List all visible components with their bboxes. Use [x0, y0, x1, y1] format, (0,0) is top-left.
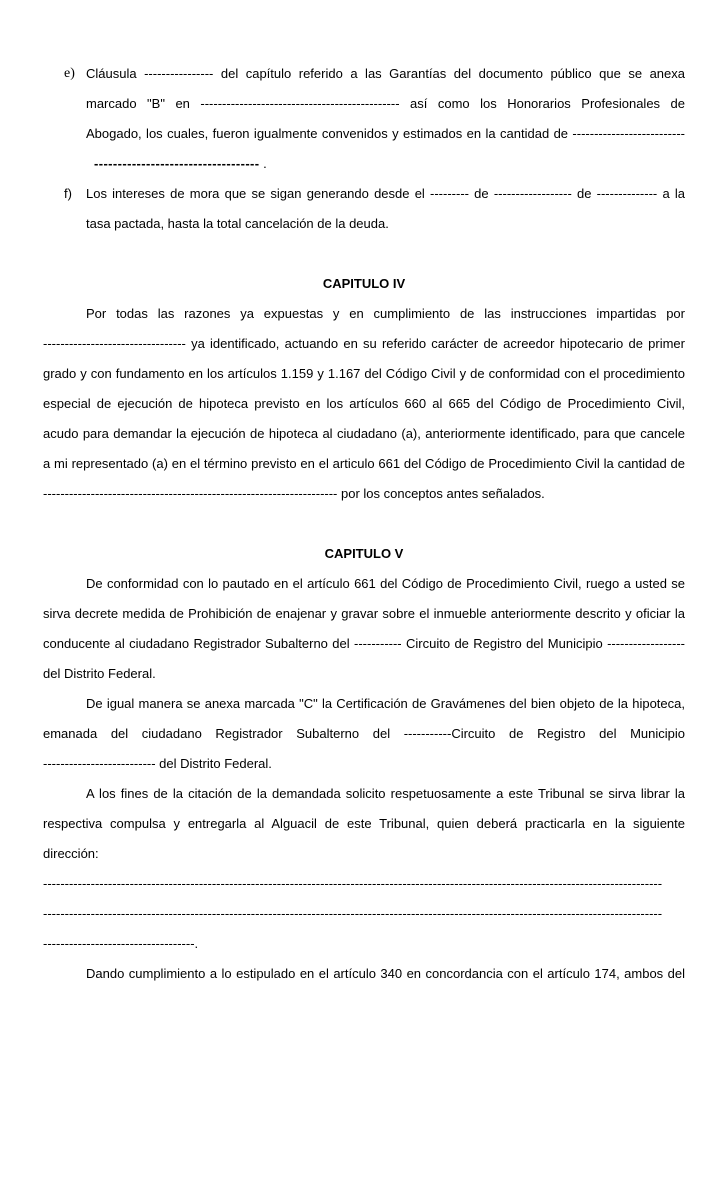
ch4-line-7: -------------------------------------------------------------------- por los conceptos antes señalados. — [43, 486, 545, 501]
ch5-line-3: conducente al ciudadano Registrador Subalterno del ----------- Circuito de Registro del Municipio ------------------ — [43, 636, 685, 651]
ch5-line-2: sirva decrete medida de Prohibición de enajenar y gravar sobre el inmueble anteriormente descrito y oficiar la — [43, 606, 685, 621]
chapter-5-title: CAPITULO V — [324, 546, 404, 561]
ch5-line-14: Dando cumplimiento a lo estipulado en el artículo 340 en concordancia con el artículo 174, ambos del — [86, 966, 685, 981]
ch4-line-5: acudo para demandar la ejecución de hipoteca al ciudadano (a), anteriormente identificado, para que cancele — [43, 426, 685, 441]
item-f-line-1: Los intereses de mora que se sigan generando desde el --------- de ------------------ de -------------- a la — [86, 186, 685, 201]
ch5-line-6: emanada del ciudadano Registrador Subalterno del -----------Circuito de Registro del Municipio — [43, 726, 685, 741]
ch5-line-10: dirección: — [43, 846, 99, 861]
chapter-4-title: CAPITULO IV — [322, 276, 406, 291]
ch5-line-8: A los fines de la citación de la demandada solicito respetuosamente a este Tribunal se sirva librar la — [86, 786, 685, 801]
ch4-line-2: --------------------------------- ya identificado, actuando en su referido carácter de acreedor hipotecario de primer — [43, 336, 685, 351]
address-blank-3: -----------------------------------. — [43, 936, 199, 951]
ch5-line-9: respectiva compulsa y entregarla al Alguacil de este Tribunal, quien deberá practicarla en la siguiente — [43, 816, 685, 831]
item-e-end: . — [259, 156, 267, 171]
address-blank-2: ----------------------------------------------------------------------------------------------------------------------------------------------- — [43, 906, 663, 921]
item-e-line-4 — [94, 156, 267, 172]
list-marker-f: f) — [64, 186, 72, 201]
amount-blank: ----------------------------------- — [94, 156, 260, 171]
list-marker-e: e) — [64, 66, 75, 81]
ch5-line-4: del Distrito Federal. — [43, 666, 156, 681]
item-e-line-3: Abogado, los cuales, fueron igualmente convenidos y estimados en la cantidad de -------------------------- — [86, 126, 685, 141]
ch5-line-1: De conformidad con lo pautado en el artículo 661 del Código de Procedimiento Civil, ruego a usted se — [86, 576, 685, 591]
item-e-line-1: Cláusula ---------------- del capítulo referido a las Garantías del documento público que se anexa — [86, 66, 685, 81]
ch4-line-3: grado y con fundamento en los artículos 1.159 y 1.167 del Código Civil y de conformidad con el procedimiento — [43, 366, 685, 381]
ch4-line-4: especial de ejecución de hipoteca previsto en los artículos 660 al 665 del Código de Procedimiento Civil, — [43, 396, 685, 411]
item-f-line-2: tasa pactada, hasta la total cancelación de la deuda. — [86, 216, 389, 231]
ch4-line-6: a mi representado (a) en el término previsto en el articulo 661 del Código de Procedimiento Civil la cantidad de — [43, 456, 685, 471]
address-blank-1: ----------------------------------------------------------------------------------------------------------------------------------------------- — [43, 876, 663, 891]
item-e-line-2: marcado "B" en ---------------------------------------------- así como los Honorarios Profesionales de — [86, 96, 685, 111]
ch4-line-1: Por todas las razones ya expuestas y en cumplimiento de las instrucciones impartidas por — [86, 306, 685, 321]
ch5-line-5: De igual manera se anexa marcada "C" la Certificación de Gravámenes del bien objeto de la hipoteca, — [86, 696, 685, 711]
ch5-line-7: -------------------------- del Distrito Federal. — [43, 756, 272, 771]
